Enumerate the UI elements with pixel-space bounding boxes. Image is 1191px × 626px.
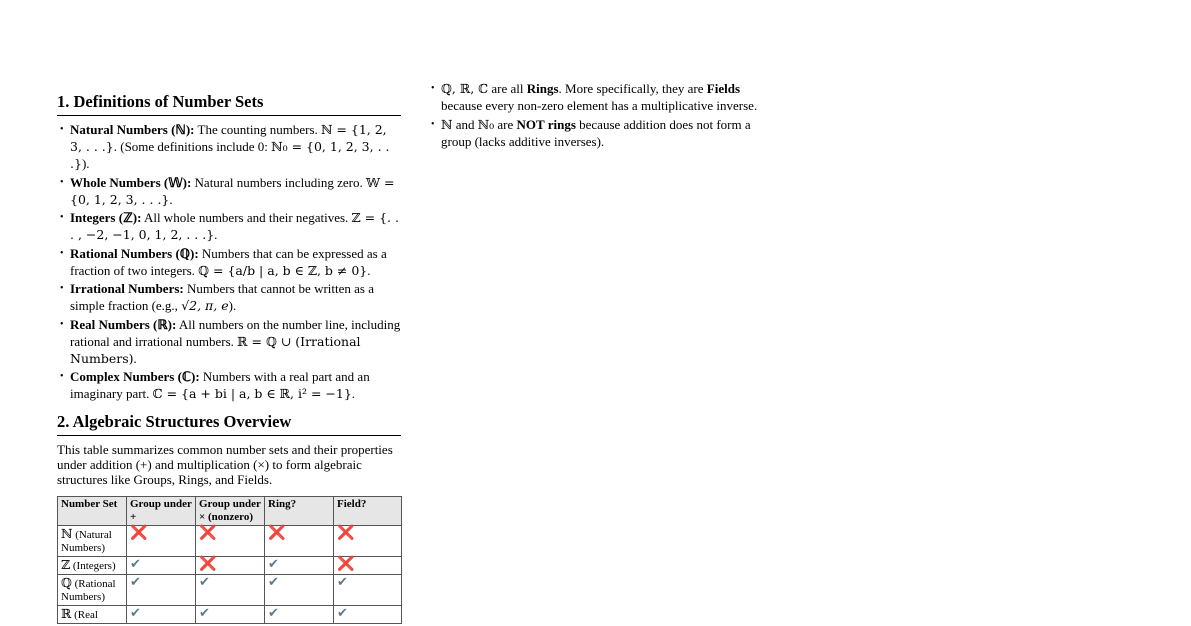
cross-icon: ❌ <box>337 556 355 572</box>
header-ring: Ring? <box>265 497 334 526</box>
left-column <box>57 92 401 624</box>
check-icon: ✔ <box>199 575 210 590</box>
section-2-intro: This table summarizes common number sets and their properties under addition (+) and multiplication (×) to form algebraic structures like Groups, Rings, and Fields. <box>57 442 393 487</box>
mark-cell <box>265 606 334 624</box>
section-2-heading: 2. Algebraic Structures Overview <box>57 412 401 436</box>
cross-icon: ❌ <box>268 525 286 541</box>
cross-icon: ❌ <box>199 525 217 541</box>
header-field: Field? <box>334 497 402 526</box>
number-set-definitions <box>57 121 401 402</box>
mark-cell <box>265 575 334 606</box>
cross-icon: ❌ <box>130 525 148 541</box>
check-icon: ✔ <box>337 575 348 590</box>
list-item: • ℕ and ℕ₀ are NOT rings because addition does not form a group (lacks additive inverses). <box>428 116 758 150</box>
mark-cell <box>196 557 265 575</box>
header-group-mult: Group under × (nonzero) <box>196 497 265 526</box>
number-set-cell: ℕ (Natural Numbers) <box>58 526 127 557</box>
list-item: • Whole Numbers (𝕎): Natural numbers including zero. 𝕎 = {0, 1, 2, 3, . . .}. <box>57 174 401 208</box>
number-set-cell: ℤ (Integers) <box>58 557 127 575</box>
list-item: • Integers (ℤ): All whole numbers and their negatives. ℤ = {. . . , −2, −1, 0, 1, 2, . . .}. <box>57 209 401 243</box>
list-item: • Real Numbers (ℝ): All numbers on the number line, including rational and irrational numbers. ℝ = ℚ ∪ (Irrational Numbers). <box>57 316 401 367</box>
table-header-row <box>58 497 402 526</box>
list-item: • ℚ, ℝ, ℂ are all Rings. More specifically, they are Fields because every non-zero element has a multiplicative inverse. <box>428 80 758 114</box>
check-icon: ✔ <box>337 606 348 621</box>
table-row <box>58 557 402 575</box>
number-set-cell: ℚ (Rational Numbers) <box>58 575 127 606</box>
mark-cell <box>196 606 265 624</box>
header-number-set: Number Set <box>58 497 127 526</box>
check-icon: ✔ <box>130 606 141 621</box>
cross-icon: ❌ <box>199 556 217 572</box>
check-icon: ✔ <box>268 575 279 590</box>
check-icon: ✔ <box>268 557 279 572</box>
list-item: • Complex Numbers (ℂ): Numbers with a real part and an imaginary part. ℂ = {a + bi | a, b ∈ ℝ, i² = −1}. <box>57 368 401 402</box>
check-icon: ✔ <box>268 606 279 621</box>
structure-notes <box>428 80 758 150</box>
section-2 <box>57 412 401 624</box>
header-group-add: Group under + <box>127 497 196 526</box>
mark-cell <box>334 526 402 557</box>
table-row <box>58 606 402 624</box>
mark-cell <box>127 606 196 624</box>
list-item: • Rational Numbers (ℚ): Numbers that can be expressed as a fraction of two integers. ℚ = {a/b | a, b ∈ ℤ, b ≠ 0}. <box>57 245 401 279</box>
mark-cell <box>334 557 402 575</box>
number-set-cell: ℝ (Real <box>58 606 127 624</box>
table-row <box>58 526 402 557</box>
check-icon: ✔ <box>130 575 141 590</box>
mark-cell <box>334 575 402 606</box>
mark-cell <box>127 557 196 575</box>
mark-cell <box>127 526 196 557</box>
list-item: • Natural Numbers (ℕ): The counting numbers. ℕ = {1, 2, 3, . . .}. (Some definitions include 0: ℕ₀ = {0, 1, 2, 3, . . .}). <box>57 121 401 172</box>
mark-cell <box>334 606 402 624</box>
list-item: • Irrational Numbers: Numbers that cannot be written as a simple fraction (e.g., √2, π, e). <box>57 280 401 314</box>
mark-cell <box>265 557 334 575</box>
section-1-heading: 1. Definitions of Number Sets <box>57 92 401 116</box>
mark-cell <box>196 575 265 606</box>
cross-icon: ❌ <box>337 525 355 541</box>
algebraic-structures-table <box>57 496 402 624</box>
right-column <box>428 80 758 151</box>
mark-cell <box>196 526 265 557</box>
check-icon: ✔ <box>199 606 210 621</box>
mark-cell <box>127 575 196 606</box>
mark-cell <box>265 526 334 557</box>
table-row <box>58 575 402 606</box>
check-icon: ✔ <box>130 557 141 572</box>
